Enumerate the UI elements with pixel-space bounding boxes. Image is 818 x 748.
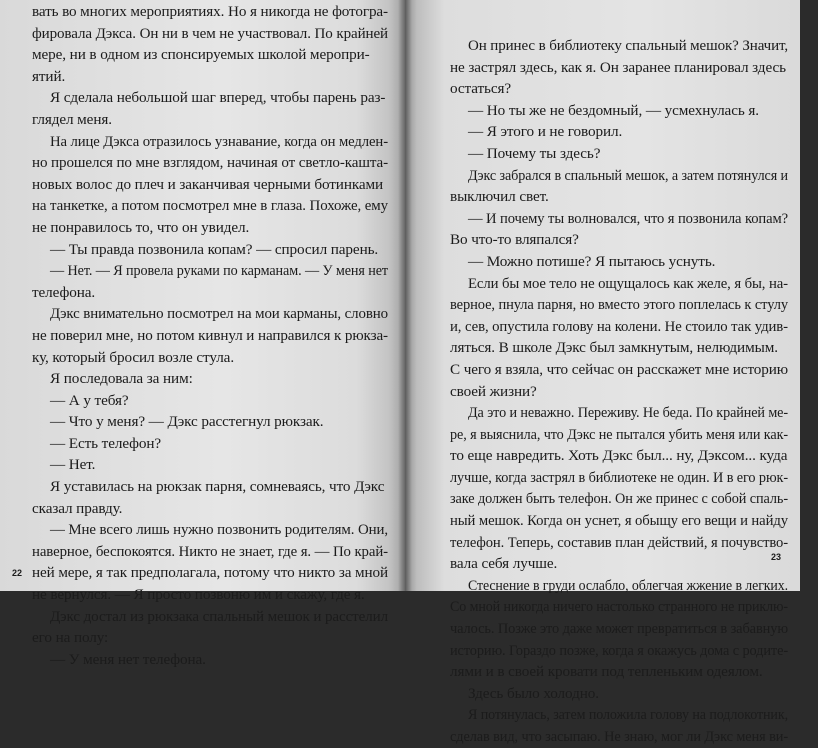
text-line: вала себя лучше. — [450, 555, 558, 573]
text-line: Я уставилась на рюкзак парня, сомневаясь, что Дэкс — [50, 478, 385, 496]
text-line: ляться. В школе Дэкс был замкнутым, нелюдимым. — [450, 339, 778, 357]
text-line: лями и в своей кровати под тепленьким одеялом. — [450, 663, 763, 681]
text-line: своей жизни? — [450, 382, 537, 400]
text-line: не поверил мне, но потом кивнул и направился к рюкза- — [32, 326, 388, 344]
text-line: вать во многих мероприятиях. Но я никогда не фотогра- — [32, 3, 388, 20]
text-line: заке должен быть телефон. Он же принес с собой спаль- — [450, 490, 788, 508]
text-line: остаться? — [450, 80, 512, 98]
text-line: — Мне всего лишь нужно позвонить родителям. Они, — [50, 521, 388, 539]
text-line: не понравилось то, что он увидел. — [32, 218, 250, 236]
text-line: Дэкс забрался в спальный мешок, а затем потянулся и — [468, 166, 788, 184]
book-gutter — [398, 0, 412, 591]
text-line: глядел меня. — [32, 110, 112, 128]
text-line: то еще навредить. Хоть Дэкс был... ну, Дэксом... куда — [450, 447, 788, 465]
text-line: лучше, когда застрял в библиотеке не один. И в его рюк- — [450, 468, 788, 486]
right-page — [405, 0, 800, 745]
text-line: но прошелся по мне взглядом, начиная от светло-кашта- — [32, 154, 388, 172]
text-line: Со мной никогда ничего настолько странного не приклю- — [450, 598, 788, 616]
text-line: выключил свет. — [450, 188, 549, 206]
text-line: ней мере, я так предполагала, потому что никто за мной — [32, 564, 388, 582]
text-line: Во что-то вляпался? — [450, 231, 579, 249]
text-line: историю. Гораздо позже, когда я окажусь дома с родите- — [450, 641, 788, 659]
text-line: — Нет. — [50, 456, 96, 474]
text-line: верное, пнула парня, но вместо этого поплелась к стулу — [450, 296, 788, 314]
text-line: — Есть телефон? — [50, 434, 162, 452]
text-line: С чего я взяла, что сейчас он расскажет мне историю — [450, 360, 788, 378]
text-line: — У меня нет телефона. — [50, 650, 206, 668]
text-line: Я сделала небольшой шаг вперед, чтобы парень раз- — [50, 89, 386, 107]
text-line: на танкетке, а потом посмотрел мне в глаза. Похоже, ему — [32, 197, 388, 215]
left-page-text — [32, 1, 388, 670]
text-line: сказал правду. — [32, 499, 123, 517]
text-line: мере, ни в одном из спонсируемых школой меропри- — [32, 46, 370, 64]
text-line: Дэкс внимательно посмотрел на мои карманы, словно — [50, 305, 388, 323]
text-line: чалось. Позже это даже может превратиться в забавную — [450, 620, 788, 638]
text-line: Дэкс достал из рюкзака спальный мешок и расстелил — [50, 607, 388, 625]
text-line: телефон. Теперь, составив план действий, я почувство- — [450, 533, 788, 551]
text-line: сделав вид, что засыпаю. Не знаю, мог ли Дэкс меня ви- — [450, 728, 788, 745]
text-line: Здесь было холодно. — [468, 684, 599, 702]
text-line: Да это и неважно. Переживу. Не беда. По крайней ме- — [468, 404, 788, 422]
text-line: — Ты правда позвонила копам? — спросил парень. — [50, 240, 379, 258]
text-line: — И почему ты волновался, что я позвонила копам? — [468, 209, 788, 227]
text-line: — Что у меня? — Дэкс расстегнул рюкзак. — [50, 413, 324, 431]
text-line: — Можно потише? Я пытаюсь уснуть. — [468, 252, 716, 270]
text-line: — Но ты же не бездомный, — усмехнулась я. — [468, 101, 759, 119]
text-line: На лице Дэкса отразилось узнавание, когда он медлен- — [50, 132, 388, 150]
text-line: Я потянулась, затем положила голову на подлокотник, — [468, 706, 788, 724]
text-line: Он принес в библиотеку спальный мешок? Значит, — [468, 37, 788, 54]
text-line: не вернулся. — Я просто позвоню им и скажу, где я. — [32, 586, 365, 604]
text-line: ре, я выяснила, что Дэкс не пытался убить меня или как- — [450, 425, 788, 443]
left-page — [0, 0, 405, 668]
text-line: ку, который бросил возле стула. — [32, 348, 235, 366]
text-line: — Почему ты здесь? — [468, 144, 601, 162]
text-line: — Нет. — Я провела руками по карманам. — У меня нет — [50, 262, 388, 280]
text-line: фировала Дэкса. Он ни в чем не участвовал. По крайней — [32, 24, 388, 42]
text-line: — Я этого и не говорил. — [468, 123, 623, 141]
text-line: ный мешок. Когда он уснет, я обыщу его вещи и найду — [450, 512, 788, 530]
text-line: не застрял здесь, как я. Он заранее планировал здесь — [450, 58, 786, 76]
right-page-text — [450, 35, 788, 748]
text-line: Стеснение в груди ослабло, облегчая жжение в легких. — [468, 576, 788, 594]
text-line: его на полу: — [32, 629, 109, 647]
text-line: Я последовала за ним: — [50, 370, 193, 388]
text-line: Если бы мое тело не ощущалось как желе, я бы, на- — [468, 274, 788, 292]
right-page-number: 23 — [771, 552, 782, 562]
text-line: телефона. — [32, 283, 96, 301]
text-line: наверное, беспокоятся. Никто не знает, где я. — По край- — [32, 542, 388, 560]
text-line: новых волос до плеч и заканчивая черными ботинками — [32, 175, 384, 193]
text-line: ятий. — [32, 67, 66, 85]
left-page-number: 22 — [12, 568, 23, 578]
text-line: — А у тебя? — [50, 391, 129, 409]
text-line: и, сев, опустила голову на колени. Не стоило так удив- — [450, 317, 788, 335]
